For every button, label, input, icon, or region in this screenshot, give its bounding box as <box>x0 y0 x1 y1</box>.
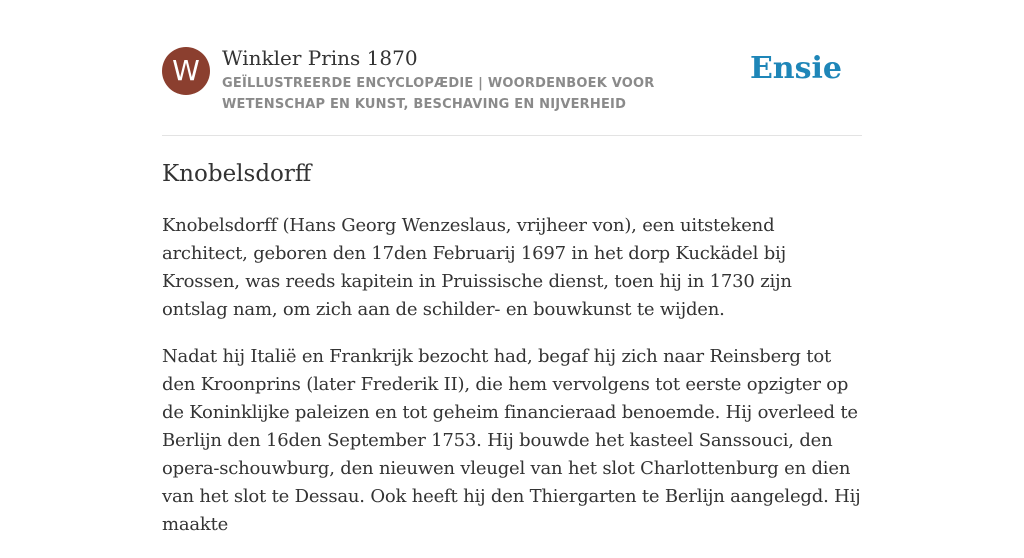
header-divider <box>162 135 862 136</box>
ensie-logo[interactable]: Ensie <box>749 51 842 86</box>
article-title: Knobelsdorff <box>162 161 312 187</box>
article-body <box>162 212 862 558</box>
source-subtitle: GEÏLLUSTREERDE ENCYCLOPÆDIE | WOORDENBOEK VOOR WETENSCHAP EN KUNST, BESCHAVING EN NIJVERHEID <box>222 76 655 112</box>
article-paragraph-1: Knobelsdorff (Hans Georg Wenzeslaus, vrijheer von), een uitstekend architect, geboren den 17den Februarij 1697 in het dorp Kuckädel bij Krossen, was reeds kapitein in Pruissische dienst, toen hij in 1730 zijn ontslag nam, om zich aan de schilder- en bouwkunst te wijden. <box>162 215 792 320</box>
source-title[interactable]: Winkler Prins 1870 <box>222 46 418 70</box>
source-avatar[interactable]: W <box>162 47 210 95</box>
article-paragraph-2: Nadat hij Italië en Frankrijk bezocht had, begaf hij zich naar Reinsberg tot den Kroonprins (later Frederik II), die hem vervolgens tot eerste opzigter op de Koninklijke paleizen en tot geheim financieraad benoemde. Hij overleed te Berlijn den 16den September 1753. Hij bouwde het kasteel Sanssouci, den opera-schouwburg, den nieuwen vleugel van het slot Charlottenburg en dien van het slot te Dessau. Ook heeft hij den Thiergarten te Berlijn aangelegd. Hij maakte <box>162 346 861 535</box>
source-header <box>162 47 862 117</box>
article-page <box>162 0 862 535</box>
